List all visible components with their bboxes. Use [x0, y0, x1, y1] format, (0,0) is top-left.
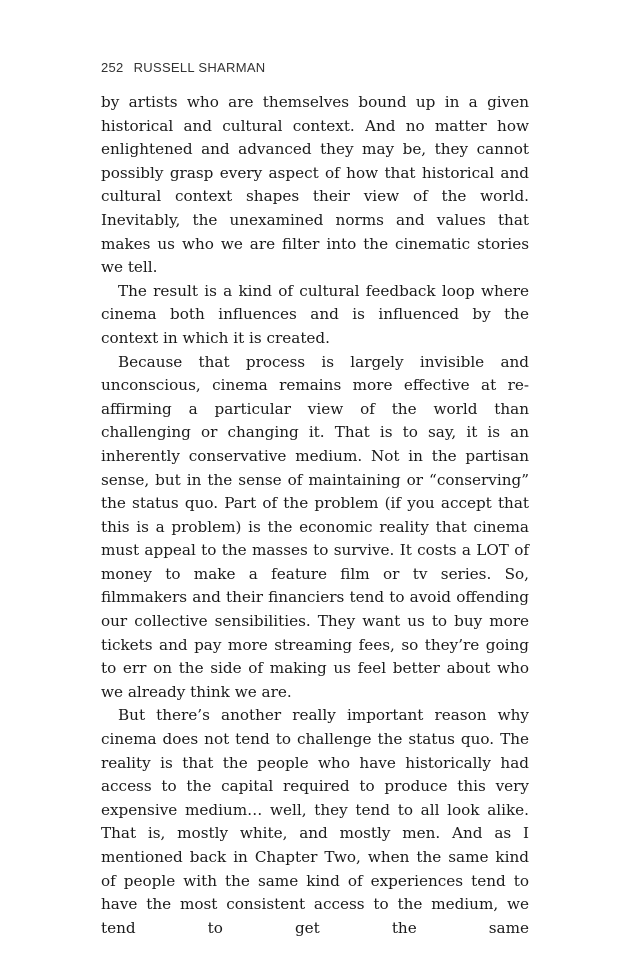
paragraph-conservative-medium: Because that process is largely invisible and unconscious, cinema remains more effective at re-affirming a particular view of the world than challenging or changing it. That is to say, it is an inherently conservative medium. Not in the partisan sense, but in the sense of maintaining or “conserving” the status quo. Part of the problem (if you accept that this is a problem) is the economic reality that cinema must appeal to the masses to survive. It costs a LOT of money to make a feature film or tv series. So, filmmakers and their financiers tend to avoid offending our collective sensibilities. They want us to buy more tickets and pay more streaming fees, so they’re going to err on the side of making us feel better about who we already think we are.: [101, 352, 529, 701]
body-text: [101, 91, 529, 940]
running-head-author: RUSSELL SHARMAN: [133, 60, 266, 75]
paragraph-feedback-loop: The result is a kind of cultural feedback loop where cinema both influences and is influenced by the context in which it is created.: [101, 281, 529, 347]
page-number: 252: [101, 60, 124, 75]
paragraph-status-quo: But there’s another really important reason why cinema does not tend to challenge the status quo. The reality is that the people who have historically had access to the capital required to produce this very expensive medium… well, they tend to all look alike. That is, mostly white, and mostly men. And as I mentioned back in Chapter Two, when the same kind of people with the same kind of experiences tend to have the most consistent access to the medium, we tend to get the same: [101, 706, 529, 937]
running-head: [101, 60, 265, 75]
paragraph-continued: by artists who are themselves bound up in a given historical and cultural context. And no matter how enlightened and advanced they may be, they cannot possibly grasp every aspect of how that historical and cultural context shapes their view of the world. Inevitably, the unexamined norms and values that makes us who we are filter into the cinematic stories we tell.: [101, 93, 529, 277]
